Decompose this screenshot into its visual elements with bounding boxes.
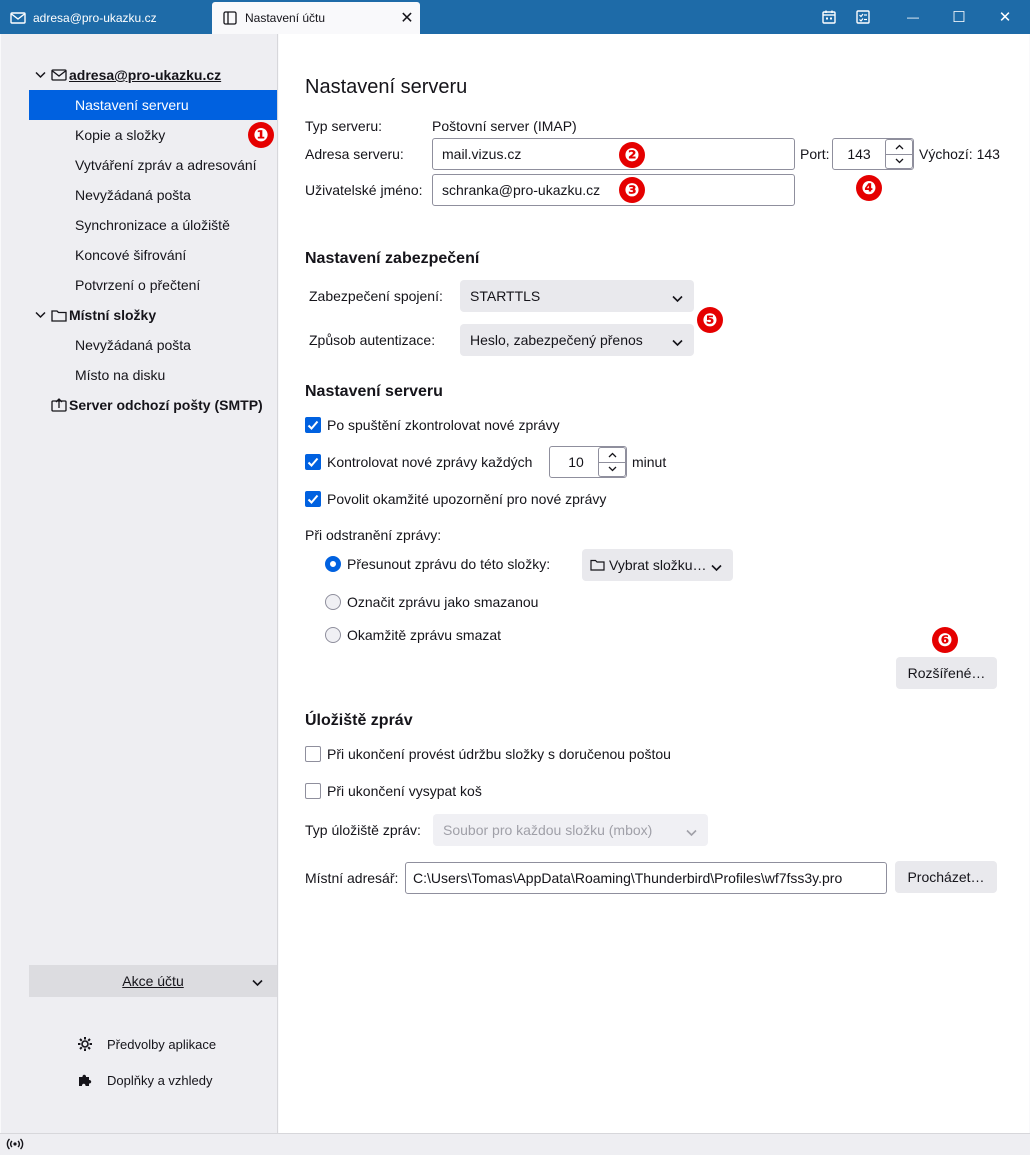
sidebar-smtp[interactable]	[1, 390, 278, 420]
sidebar-item-server-settings[interactable]: Nastavení serveru	[29, 90, 277, 120]
auth-method-select[interactable]: Heslo, zabezpečený přenos	[460, 324, 694, 356]
chevron-down-icon	[686, 824, 697, 840]
minutes-unit: minut	[632, 454, 667, 470]
chevron-down-icon[interactable]	[35, 71, 47, 79]
chevron-down-icon	[672, 290, 683, 306]
compact-on-exit-checkbox[interactable]	[305, 746, 321, 762]
close-tab-icon[interactable]: ✕	[400, 10, 414, 27]
annotation-badge-2: ❷	[619, 142, 645, 168]
server-type-value: Poštovní server (IMAP)	[432, 118, 577, 134]
app-preferences-link[interactable]: Předvolby aplikace	[75, 1032, 216, 1056]
auth-method-label: Způsob autentizace:	[309, 332, 436, 348]
delete-move-radio[interactable]	[325, 556, 341, 572]
annotation-badge-6: ❻	[932, 627, 958, 653]
on-delete-label: Při odstranění zprávy:	[305, 527, 442, 543]
browse-button[interactable]: Procházet…	[895, 861, 997, 893]
account-sidebar	[1, 34, 278, 1133]
sidebar-item-composition[interactable]: Vytváření zpráv a adresování	[75, 157, 257, 173]
title-bar	[0, 0, 1030, 34]
sidebar-account[interactable]	[1, 60, 278, 90]
port-label: Port:	[800, 146, 830, 162]
empty-trash-checkbox[interactable]	[305, 783, 321, 799]
sidebar-item-copies-folders[interactable]: Kopie a složky	[75, 127, 166, 143]
check-on-startup-label[interactable]: Po spuštění zkontrolovat nové zprávy	[327, 417, 560, 433]
security-heading: Nastavení zabezpečení	[305, 250, 480, 267]
local-dir-label: Místní adresář:	[305, 870, 399, 886]
annotation-badge-4: ❹	[856, 175, 882, 201]
chevron-down-icon[interactable]	[598, 463, 626, 478]
tab-account-settings[interactable]	[212, 2, 420, 34]
annotation-badge-3: ❸	[619, 177, 645, 203]
tab-inbox[interactable]	[0, 2, 210, 34]
connection-security-select[interactable]: STARTTLS	[460, 280, 694, 312]
delete-immediately-radio[interactable]	[325, 627, 341, 643]
choose-folder-button[interactable]: Vybrat složku…	[582, 549, 733, 581]
server-address-input[interactable]: mail.vizus.cz	[432, 138, 795, 170]
folder-icon	[51, 309, 69, 322]
chevron-down-icon[interactable]	[885, 155, 913, 170]
sidebar-item-sync-storage[interactable]: Synchronizace a úložiště	[75, 217, 230, 233]
sidebar-item-local-junk[interactable]: Nevyžádaná pošta	[75, 337, 191, 353]
delete-move-label[interactable]: Přesunout zprávu do této složky:	[347, 556, 551, 572]
annotation-badge-1: ❶	[248, 122, 274, 148]
addons-link[interactable]: Doplňky a vzhledy	[75, 1068, 213, 1092]
connection-security-label: Zabezpečení spojení:	[309, 288, 443, 304]
envelope-icon	[51, 69, 69, 81]
delete-mark-radio[interactable]	[325, 594, 341, 610]
server-type-label: Typ serveru:	[305, 118, 383, 134]
chevron-down-icon[interactable]	[35, 311, 47, 319]
port-input[interactable]: 143	[832, 138, 914, 170]
check-interval-input[interactable]: 10	[549, 446, 627, 478]
settings-tab-icon	[222, 10, 238, 26]
check-on-startup-checkbox[interactable]	[305, 417, 321, 433]
maximize-button[interactable]: ☐	[952, 9, 966, 26]
tab-label: adresa@pro-ukazku.cz	[33, 11, 157, 25]
outbox-icon	[51, 398, 69, 412]
local-dir-input[interactable]: C:\Users\Tomas\AppData\Roaming\Thunderbird\Profiles\wf7fss3y.pro	[405, 862, 887, 894]
storage-type-label: Typ úložiště zpráv:	[305, 822, 421, 838]
close-button[interactable]: ✕	[998, 9, 1012, 26]
chevron-down-icon	[672, 334, 683, 350]
account-actions-button[interactable]: Akce účtu	[29, 965, 277, 997]
check-every-label[interactable]: Kontrolovat nové zprávy každých	[327, 454, 533, 470]
allow-push-checkbox[interactable]	[305, 491, 321, 507]
chevron-up-icon[interactable]	[885, 139, 913, 155]
advanced-button[interactable]: Rozšířené…	[896, 657, 997, 689]
server-address-label: Adresa serveru:	[305, 146, 404, 162]
delete-mark-label[interactable]: Označit zprávu jako smazanou	[347, 594, 539, 610]
mail-icon	[10, 10, 26, 26]
sidebar-local-folders[interactable]	[1, 300, 278, 330]
sidebar-item-e2e[interactable]: Koncové šifrování	[75, 247, 187, 263]
sidebar-item-receipts[interactable]: Potvrzení o přečtení	[75, 277, 201, 293]
sidebar-smtp-label: Server odchozí pošty (SMTP)	[69, 397, 263, 413]
server-settings-panel	[279, 34, 1029, 1133]
delete-immediately-label[interactable]: Okamžitě zprávu smazat	[347, 627, 502, 643]
sidebar-item-disk-space[interactable]: Místo na disku	[75, 367, 166, 383]
port-stepper[interactable]	[885, 139, 913, 169]
sidebar-local-label: Místní složky	[69, 307, 157, 323]
chevron-down-icon	[252, 974, 263, 990]
storage-type-select: Soubor pro každou složku (mbox)	[433, 814, 708, 846]
check-every-checkbox[interactable]	[305, 454, 321, 470]
gear-icon	[75, 1036, 95, 1052]
empty-trash-label[interactable]: Při ukončení vysypat koš	[327, 783, 482, 799]
username-input[interactable]: schranka@pro-ukazku.cz	[432, 174, 795, 206]
compact-on-exit-label[interactable]: Při ukončení provést údržbu složky s doručenou poštou	[327, 746, 671, 762]
chevron-up-icon[interactable]	[598, 447, 626, 463]
sidebar-account-label: adresa@pro-ukazku.cz	[69, 67, 222, 83]
tab-label: Nastavení účtu	[245, 11, 326, 25]
default-port-text: Výchozí: 143	[919, 146, 1000, 162]
annotation-badge-5: ❺	[697, 307, 723, 333]
minimize-button[interactable]: —	[907, 10, 919, 24]
page-title: Nastavení serveru	[305, 76, 468, 98]
tasks-icon[interactable]	[842, 0, 884, 34]
server-settings-heading: Nastavení serveru	[305, 383, 443, 400]
puzzle-icon	[75, 1072, 95, 1088]
storage-heading: Úložiště zpráv	[305, 712, 413, 729]
online-status-icon[interactable]	[6, 1137, 24, 1154]
sidebar-item-junk[interactable]: Nevyžádaná pošta	[75, 187, 191, 203]
allow-push-label[interactable]: Povolit okamžité upozornění pro nové zprávy	[327, 491, 607, 507]
folder-icon	[590, 559, 605, 571]
check-interval-stepper[interactable]	[598, 447, 626, 477]
chevron-down-icon	[711, 559, 722, 575]
status-bar	[0, 1133, 1030, 1155]
username-label: Uživatelské jméno:	[305, 182, 423, 198]
